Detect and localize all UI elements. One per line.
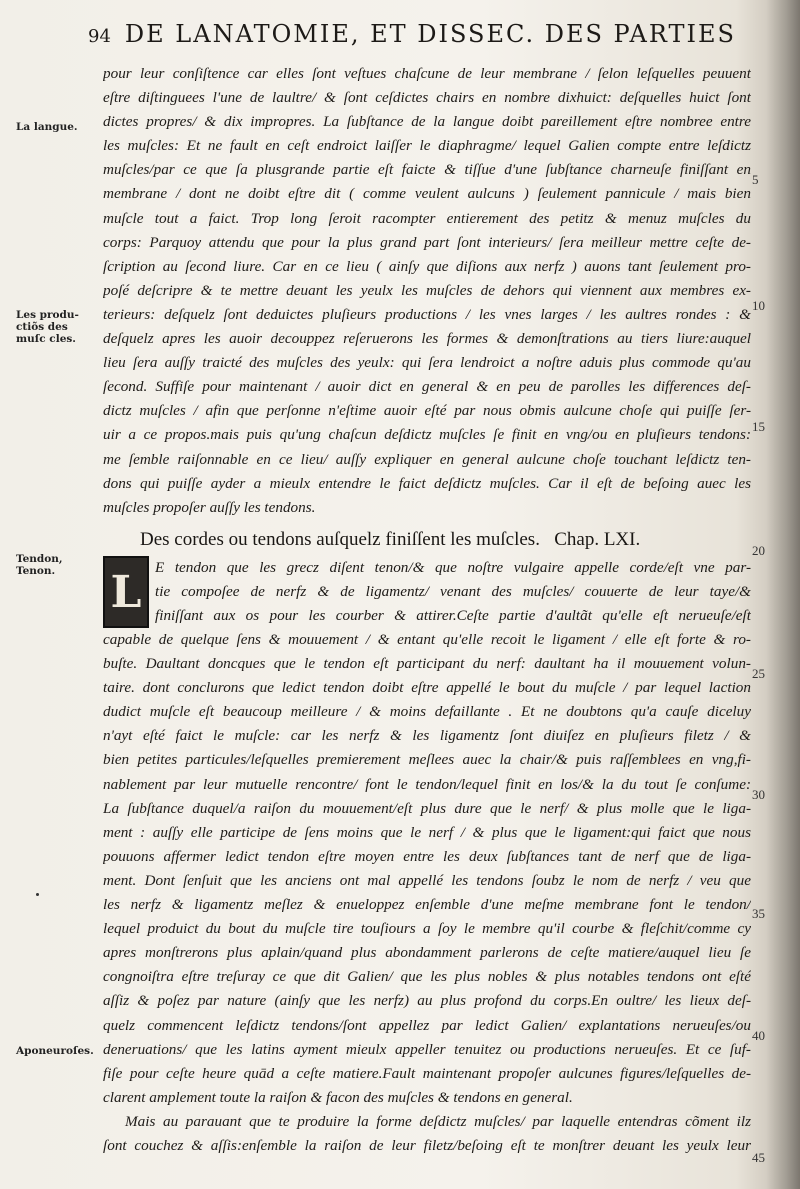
text-line: poſé deſcripre & te mettre deuant les yeulx les muſcles de dehors qui viennent aux membres ex- [103, 281, 751, 299]
line-number: 40 [752, 1028, 765, 1043]
line-number: 5 [752, 172, 759, 187]
line-number: 15 [752, 419, 765, 434]
text-line: ſont couchez & aſſis:enſemble la raiſon de leur filetz/beſoing eſt te monſtrer deuant les yeulx leur [103, 1137, 751, 1155]
line-number: 20 [752, 543, 765, 558]
drop-cap: L [103, 556, 149, 628]
text-line: bien petites particules/leſquelles premierement meſlees auec la chair/& puis raſſemblees en vng,fi- [103, 751, 751, 769]
line-number: 45 [752, 1150, 765, 1165]
text-line: membrane / dont ne doibt eſtre dit ( comme veulent aulcuns ) ſeulement pannicule / mais bien [103, 185, 751, 203]
page-number: 94 [88, 26, 111, 47]
line-number: 30 [752, 787, 765, 802]
text-line: me ſemble raiſonnable en ce lieu/ auſſy expliquer en general aulcune choſe touchant leſdictz ten- [103, 450, 751, 468]
text-line: fiſe pour ceſte heure quād a ceſte matiere.Fault maintenant propoſer aulcunes figures/leſquelles de- [103, 1064, 751, 1082]
text-line: ment. Dont ſenſuit que les anciens ont mal appellé les tendons ſoubz le nom de nerfz / veu que [103, 871, 751, 889]
text-line: tie compoſee de nerfz & de ligamentz/ venant des muſcles/ couuerte de leur taye/& [155, 583, 751, 601]
text-line: muſcles/par ce que ſa plusgrande partie eſt faicte & tiſſue d'une ſubſtance charneuſe finiſſant en [103, 161, 751, 179]
text-line: dudict muſcle eſt beaucoup meilleure / & moins defaillante . Et ne doubtons qu'a cauſe diceluy [103, 703, 751, 721]
margin-note: Les produ-ctiõs des muſc cles. [16, 309, 79, 345]
text-line: ment : auſſy elle participe de ſens moins que le nerf / & plus que le ligament:qui faict que nous [103, 823, 751, 841]
running-title: DE LANATOMIE, ET DISSEC. DES PARTIES [124, 20, 736, 48]
text-line: uir a ce propos.mais puis qu'ung chaſcun deſdictz muſcles ſe finit en vng/ou en pluſieurs tendons: [103, 426, 751, 444]
drop-cap-lines [155, 556, 751, 628]
margin-dot [36, 893, 39, 896]
line-number: 25 [752, 666, 765, 681]
text-line: deſquelz apres les auoir decouppez reſeruerons les formes & demonſtrations au tiers liure:auquel [103, 330, 751, 348]
text-line: n'ayt eſté faict le muſcle: car les nerfz & les ligamentz ſont diuiſez en pluſieurs filetz / & [103, 727, 751, 745]
text-line: quelz commencent leſdictz tendons/ſont appellez par ledict Galien/ explantations nerueuſes/ou [103, 1016, 751, 1034]
text-line: lieu ſera auſſy traicté des muſcles des yeulx: qui ſera lendroict a noſtre aduis plus commode qu'au [103, 354, 751, 372]
text-line: apres monſtrerons plus aplain/quand plus abondamment parlerons de ceſte matiere/auquel lieu ſe [103, 944, 751, 962]
text-line: ſecond. Suffiſe pour maintenant / auoir dict en general & en peu de parolles les differences deſ- [103, 378, 751, 396]
margin-note: Tendon, Tenon. [16, 553, 63, 577]
chapter-label: Chap. LXI. [554, 529, 641, 550]
text-line: ſcription au ſecond liure. Car en ce lieu ( ainſy que diſions aux nerfz ) auons tant ſeulement pro- [103, 257, 751, 275]
chapter-heading [140, 528, 740, 552]
text-line: corps: Parquoy attendu que pour la plus grand part ſont interieurs/ ſera meilleur mettre ceſte de- [103, 233, 751, 251]
text-line: aſſiz & poſez par nature (ainſy que les nerfz) au plus profond du corps.En oultre/ les lieux deſ- [103, 992, 751, 1010]
text-line: pouuons affermer ledict tendon eſtre moyen entre les deux ſubſtances tant de nerf que de liga- [103, 847, 751, 865]
text-line: congnoiſtra eſtre treſuray ce que dit Galien/ que les plus nobles & plus notables tendons ont eſté [103, 968, 751, 986]
paragraph-2 [103, 628, 751, 1110]
running-header [88, 20, 736, 51]
paragraph-1 [103, 62, 751, 520]
text-line: les muſcles: Et ne fault en ceſt endroict laiſſer le diaphragme/ lequel Galien compte entre leſdictz [103, 137, 751, 155]
text-line: dictz muſcles / afin que perſonne n'eſtime auoir eſté par nous obmis aulcune choſe qui puiſſe ſer- [103, 402, 751, 420]
text-line: pour leur conſiſtence car elles ſont veſtues chaſcune de leur membrane / ſelon leſquelles peuuent [103, 65, 751, 82]
chapter-title: Des cordes ou tendons auſquelz finiſſent les muſcles. [140, 529, 540, 550]
text-line: clarent amplement toute la raiſon & facon des muſcles & tendons en general. [103, 1088, 573, 1106]
text-line: nablement par leur mutuelle rencontre/ font le tendon/lequel finit en los/& la du tout ſe conſume: [103, 775, 751, 793]
margin-note: La langue. [16, 121, 78, 133]
text-line: dictes propres/ & dix impropres. La ſubſtance de la langue doibt pareillement eſtre nombree entre [103, 113, 751, 131]
line-number: 10 [752, 298, 765, 313]
text-line: E tendon que les grecz diſent tenon/& que noſtre vulgaire appelle corde/eſt vne par- [155, 559, 751, 576]
text-line: La ſubſtance duquel/a raiſon du mouuement/eſt plus dure que le nerf/ & plus molle que le liga- [103, 799, 751, 817]
paragraph-3 [103, 1110, 751, 1158]
text-line: buſte. Daultant doncques que le tendon eſt participant du nerf: daultant ha il mouuement volun- [103, 655, 751, 673]
text-line: muſcle tout a faict. Trop long ſeroit racompter entierement des petitz & menuz muſcles du [103, 209, 751, 227]
text-line: eſtre diſtinguees l'une de laultre/ & ſont ceſdictes chairs en nombre dixhuict: deſquelles huict ſont [103, 89, 751, 107]
line-number: 35 [752, 906, 765, 921]
text-line: deneruations/ que les latins ayment mieulx appeller tenuitez ou productions nerueuſes. Et ce ſuf- [103, 1040, 751, 1058]
text-line: les nerfz & ligamentz meſlez & enueloppez enſemble d'une meſme membrane font le tendon/ [103, 896, 751, 914]
text-line: muſcles propoſer auſſy les tendons. [103, 498, 316, 516]
text-line: finiſſant aux os pour les courber & attirer.Ceſte partie d'aultãt qu'elle eſt nerueuſe/eſt [155, 607, 751, 625]
text-line: dons qui puiſſe ayder a mieulx entendre le faict deſdictz muſcles. Car il eſt de beſoing auec les [103, 474, 751, 492]
text-line: capable de quelque ſens & mouuement / & entant qu'elle recoit le ligament / elle eſt forte & ro- [103, 631, 751, 648]
margin-note: Aponeuroſes. [16, 1045, 94, 1057]
text-line: terieurs: deſquelz ſont deduictes pluſieurs productions / les vnes larges / les aultres rondes : & [103, 305, 751, 323]
text-line: taire. dont conclurons que ledict tendon doibt eſtre appellé le bout du muſcle / par lequel laction [103, 679, 751, 697]
text-line: Mais au parauant que te produire la forme deſdictz muſcles/ par laquelle entendras cõment ilz [125, 1113, 751, 1130]
text-line: lequel produict du bout du muſcle tire touſiours a ſoy le membre qu'il courbe & fleſchit/comme cy [103, 920, 751, 938]
